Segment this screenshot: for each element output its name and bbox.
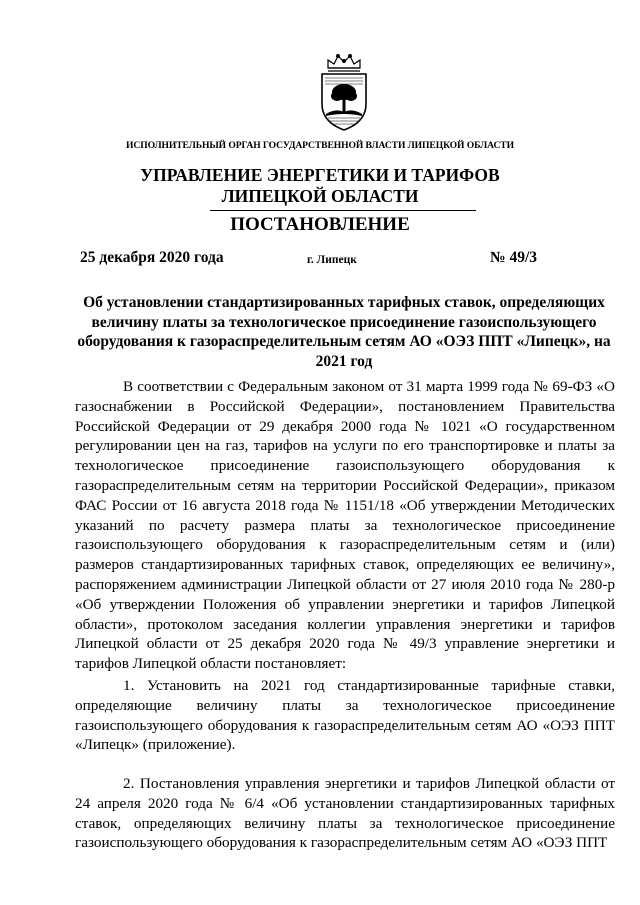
- agency-title-line1: УПРАВЛЕНИЕ ЭНЕРГЕТИКИ И ТАРИФОВ: [140, 165, 500, 185]
- document-subject: Об установлении стандартизированных тарифных ставок, определяющих величину платы за технологическое присоединение газоиспользующего оборудования к газораспределительным сетям АО «ОЭЗ ППТ «Липецк», на 2021 год: [77, 294, 611, 370]
- document-date: 25 декабря 2020 года: [80, 249, 224, 266]
- body-paragraph-item-1: 1. Установить на 2021 год стандартизированные тарифные ставки, определяющие величину платы за технологическое присоединение газоиспользующего оборудования к газораспределительным сетям АО «ОЭЗ ППТ «Липецк» (приложение).: [75, 677, 615, 754]
- agency-title-line2: ЛИПЕЦКОЙ ОБЛАСТИ: [221, 186, 419, 206]
- document-number: № 49/3: [490, 249, 538, 266]
- divider-rule: [210, 210, 476, 211]
- document-city: г. Липецк: [307, 254, 357, 266]
- body-paragraph-preamble: В соответствии с Федеральным законом от 31 марта 1999 года № 69-ФЗ «О газоснабжении в Российской Федерации», постановлением Правительства Российской Федерации от 29 декабря 2000 года № 1021 «О государственном регулировании цен на газ, тарифов на услуги по его транспортировке и платы за технологическое присоединение газоиспользующего оборудования к газораспределительным сетям на территории Российской Федерации», приказом ФАС России от 16 августа 2018 года № 1151/18 «Об утверждении Методических указаний по расчету размера платы за технологическое присоединение газоиспользующего оборудования к газораспределительным сетям и (или) размеров стандартизированных тарифных ставок, определяющих ее величину», распоряжением администрации Липецкой области от 27 июля 2010 года № 280-р «Об утверждении Положения об управлении энергетики и тарифов Липецкой области», протоколом заседания коллегии управления энергетики и тарифов Липецкой области от 25 декабря 2020 года № 49/3 управление энергетики и тарифов Липецкой области постановляет:: [75, 378, 615, 673]
- org-header: ИСПОЛНИТЕЛЬНЫЙ ОРГАН ГОСУДАРСТВЕННОЙ ВЛАСТИ ЛИПЕЦКОЙ ОБЛАСТИ: [126, 140, 514, 151]
- body-paragraph-item-2: 2. Постановления управления энергетики и тарифов Липецкой области от 24 апреля 2020 года № 6/4 «Об установлении стандартизированных тарифных ставок, определяющих величину платы за технологическое присоединение газоиспользующего оборудования к газораспределительным сетям АО «ОЭЗ ППТ: [75, 775, 615, 852]
- document-type: ПОСТАНОВЛЕНИЕ: [230, 214, 410, 235]
- coat-of-arms-icon: [316, 52, 372, 132]
